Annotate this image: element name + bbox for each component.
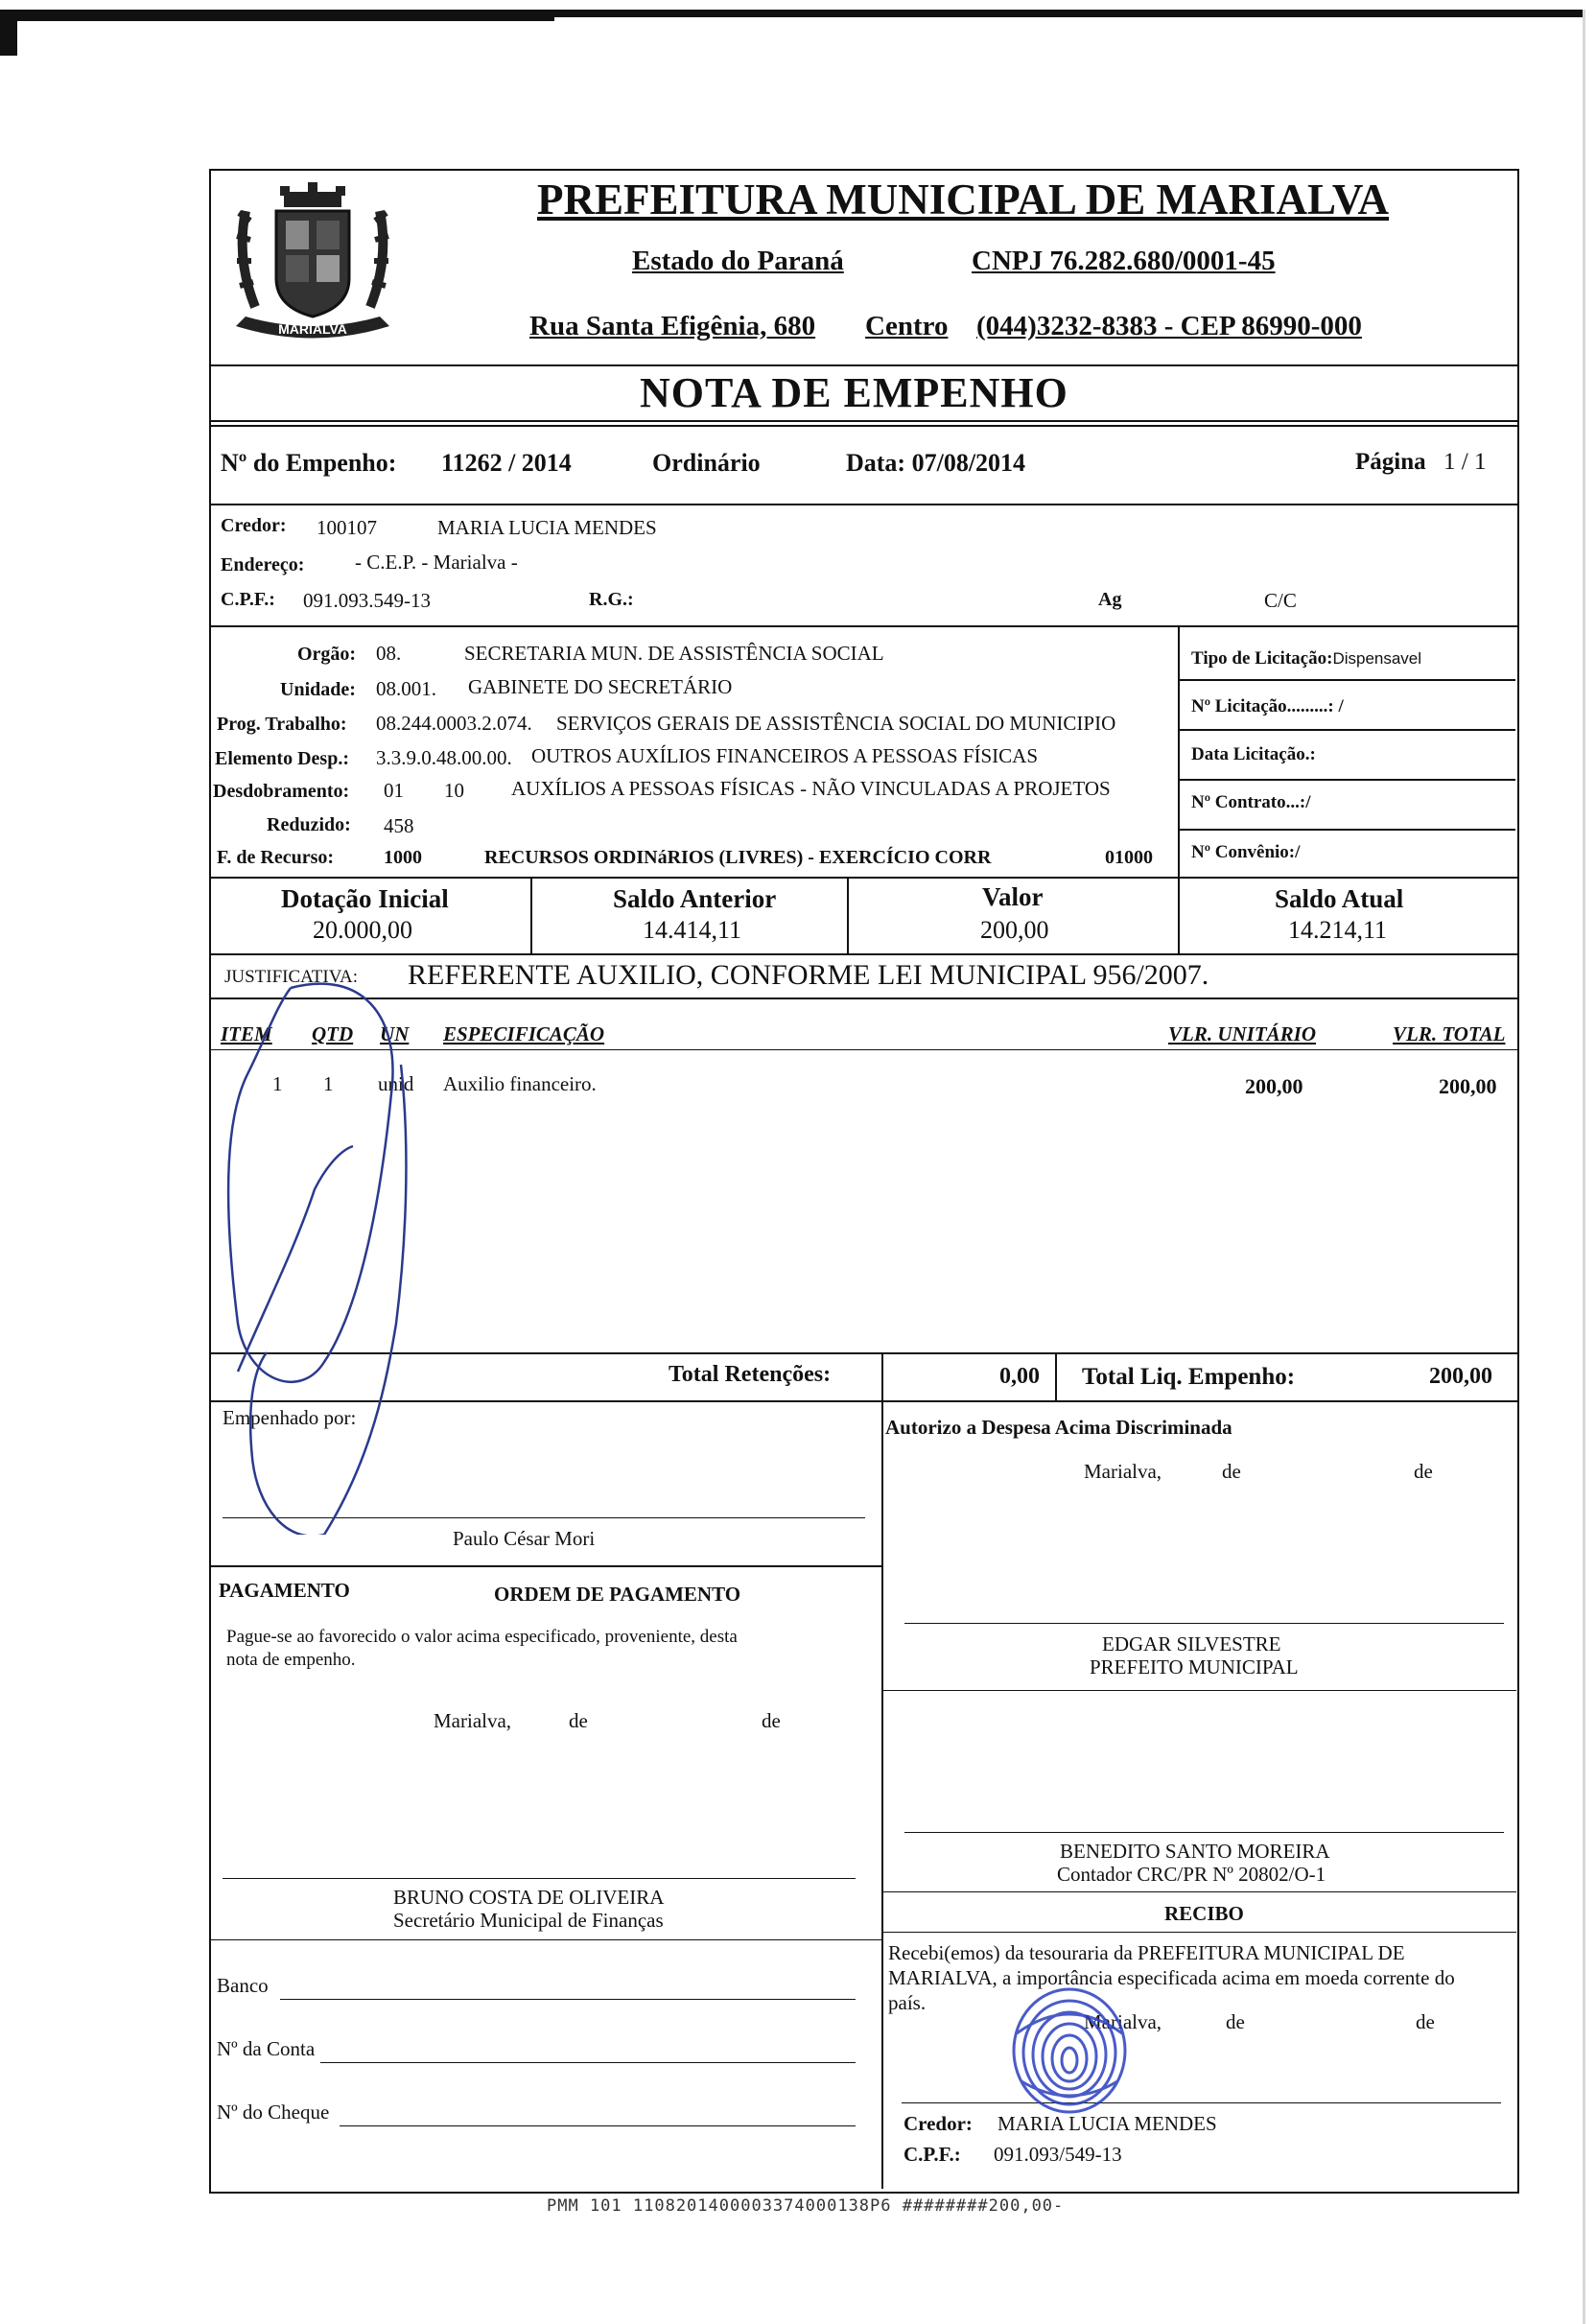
recibo-de-1: de — [1226, 2010, 1245, 2033]
ordem-pagamento-title: ORDEM DE PAGAMENTO — [494, 1583, 741, 1606]
cc-label: C/C — [1264, 589, 1297, 612]
cnpj-label: CNPJ 76.282.680/0001-45 — [972, 246, 1276, 276]
autorizo-text: Autorizo a Despesa Acima Discriminada — [885, 1416, 1232, 1439]
recurso-code-2: 01000 — [1105, 847, 1153, 868]
valor-label: Valor — [982, 882, 1044, 911]
item-unit: unid — [378, 1072, 414, 1095]
page-number: 1 / 1 — [1443, 449, 1487, 475]
ag-label: Ag — [1098, 589, 1122, 610]
recibo-credor-name: MARIA LUCIA MENDES — [998, 2112, 1217, 2135]
cpf-value: 091.093.549-13 — [303, 589, 431, 612]
prefeito-name: EDGAR SILVESTRE — [1102, 1632, 1281, 1655]
empenho-date: Data: 07/08/2014 — [846, 449, 1026, 477]
street-address: Rua Santa Efigênia, 680 — [529, 311, 816, 341]
numero-contrato: Nº Contrato...:/ — [1191, 792, 1311, 812]
empenho-type: Ordinário — [652, 449, 761, 477]
saldo-atual-value: 14.214,11 — [1288, 916, 1388, 944]
pagamento-label: PAGAMENTO — [219, 1579, 350, 1602]
items-header-qtd: QTD — [312, 1022, 354, 1045]
justificativa-text: REFERENTE AUXILIO, CONFORME LEI MUNICIPAL 956/2007. — [408, 959, 1209, 991]
unidade-code: 08.001. — [376, 677, 436, 700]
desdobramento-code-2: 10 — [444, 779, 464, 802]
secretario-title: Secretário Municipal de Finanças — [393, 1909, 664, 1932]
credor-code: 100107 — [317, 516, 377, 539]
state-label: Estado do Paraná — [632, 246, 844, 276]
endereco-label: Endereço: — [221, 554, 305, 575]
retencoes-label: Total Retenções: — [669, 1362, 832, 1387]
data-licitacao: Data Licitação.: — [1191, 744, 1316, 764]
autorizo-de-1: de — [1222, 1460, 1241, 1483]
rg-label: R.G.: — [589, 589, 634, 610]
recurso-desc: RECURSOS ORDINáRIOS (LIVRES) - EXERCÍCIO CORR — [484, 847, 992, 868]
contador-name: BENEDITO SANTO MOREIRA — [1060, 1840, 1330, 1863]
empenhado-name: Paulo César Mori — [453, 1527, 596, 1550]
reduzido-code: 458 — [384, 814, 414, 837]
numero-convenio: Nº Convênio:/ — [1191, 842, 1301, 862]
prefeitura-title: PREFEITURA MUNICIPAL DE MARIALVA — [537, 176, 1390, 223]
elemento-code: 3.3.9.0.48.00.00. — [376, 746, 512, 769]
pagamento-de-1: de — [569, 1709, 588, 1732]
pagamento-de-2: de — [762, 1709, 781, 1732]
recibo-credor-label: Credor: — [904, 2112, 973, 2135]
district-label: Centro — [865, 311, 949, 341]
tipo-licitacao: Tipo de Licitação:Dispensavel — [1191, 648, 1422, 669]
justificativa-label: JUSTIFICATIVA: — [224, 967, 359, 987]
valor-value: 200,00 — [980, 916, 1049, 944]
page-label: Página — [1355, 449, 1426, 475]
recurso-code: 1000 — [384, 847, 422, 868]
conta-label: Nº da Conta — [217, 2037, 316, 2060]
retencoes-value: 0,00 — [999, 1364, 1040, 1389]
desdobramento-desc: AUXÍLIOS A PESSOAS FÍSICAS - NÃO VINCULADAS A PROJETOS — [511, 777, 1111, 800]
scan-top-border — [0, 10, 1584, 17]
scan-top-border-inner — [17, 17, 554, 21]
credor-name: MARIA LUCIA MENDES — [437, 516, 657, 539]
svg-text:MARIALVA: MARIALVA — [278, 321, 347, 337]
unidade-label: Unidade: — [280, 679, 356, 700]
numero-licitacao: Nº Licitação.........: / — [1191, 696, 1344, 716]
phone-cep: (044)3232-8383 - CEP 86990-000 — [976, 311, 1362, 341]
scan-corner-mark — [0, 17, 17, 56]
dotacao-value: 20.000,00 — [313, 916, 412, 944]
saldo-atual-label: Saldo Atual — [1275, 884, 1404, 913]
empenhado-label: Empenhado por: — [223, 1406, 357, 1429]
banco-label: Banco — [217, 1974, 269, 1997]
prog-desc: SERVIÇOS GERAIS DE ASSISTÊNCIA SOCIAL DO MUNICIPIO — [556, 712, 1116, 735]
orgao-label: Orgão: — [297, 644, 357, 665]
desdobramento-code-1: 01 — [384, 779, 404, 802]
prog-code: 08.244.0003.2.074. — [376, 712, 532, 735]
credor-label: Credor: — [221, 515, 287, 536]
contador-title: Contador CRC/PR Nº 20802/O-1 — [1057, 1863, 1326, 1886]
items-header-un: UN — [380, 1022, 410, 1045]
recibo-local: Marialva, — [1084, 2010, 1162, 2033]
liquido-value: 200,00 — [1429, 1364, 1492, 1389]
liquido-label: Total Liq. Empenho: — [1082, 1364, 1296, 1390]
prefeito-title: PREFEITO MUNICIPAL — [1090, 1655, 1299, 1678]
empenho-number: 11262 / 2014 — [441, 449, 572, 477]
endereco-value: - C.E.P. - Marialva - — [355, 551, 518, 574]
items-header-item: ITEM — [221, 1022, 272, 1045]
empenho-number-label: Nº do Empenho: — [221, 449, 397, 477]
elemento-desc: OUTROS AUXÍLIOS FINANCEIROS A PESSOAS FÍSICAS — [531, 744, 1039, 767]
reduzido-label: Reduzido: — [267, 814, 351, 835]
recibo-title: RECIBO — [1164, 1902, 1244, 1925]
cpf-label: C.P.F.: — [221, 589, 275, 610]
handwritten-signature — [209, 959, 669, 1535]
recibo-text-1: Recebi(emos) da tesouraria da PREFEITURA MUNICIPAL DE — [888, 1941, 1405, 1964]
secretario-name: BRUNO COSTA DE OLIVEIRA — [393, 1886, 665, 1909]
prog-label: Prog. Trabalho: — [217, 714, 347, 735]
recibo-de-2: de — [1416, 2010, 1435, 2033]
autorizo-de-2: de — [1414, 1460, 1433, 1483]
saldo-anterior-label: Saldo Anterior — [613, 884, 777, 913]
micr-code: PMM 101 1108201400003374000138P6 ########200,00- — [547, 2196, 1065, 2216]
item-unit-value: 200,00 — [1245, 1074, 1303, 1098]
cheque-label: Nº do Cheque — [217, 2101, 330, 2124]
unidade-desc: GABINETE DO SECRETÁRIO — [468, 675, 733, 698]
fingerprint-stamp — [998, 1976, 1141, 2120]
recibo-text-3: país. — [888, 1991, 927, 2014]
elemento-label: Elemento Desp.: — [215, 748, 349, 769]
scan-right-edge — [1583, 10, 1585, 2324]
pagamento-text-2: nota de empenho. — [226, 1650, 356, 1670]
items-header-vlr-unit: VLR. UNITÁRIO — [1168, 1022, 1317, 1045]
item-qtd: 1 — [323, 1072, 334, 1095]
recibo-cpf-label: C.P.F.: — [904, 2143, 961, 2166]
recibo-text-2: MARIALVA, a importância especificada acima em moeda corrente do — [888, 1966, 1455, 1989]
desdobramento-label: Desdobramento: — [213, 781, 350, 802]
pagamento-text-1: Pague-se ao favorecido o valor acima especificado, proveniente, desta — [226, 1627, 738, 1647]
item-total-value: 200,00 — [1439, 1074, 1497, 1098]
dotacao-label: Dotação Inicial — [281, 884, 449, 913]
items-header-vlr-total: VLR. TOTAL — [1393, 1022, 1506, 1045]
autorizo-local: Marialva, — [1084, 1460, 1162, 1483]
item-description: Auxilio financeiro. — [443, 1072, 597, 1095]
orgao-code: 08. — [376, 642, 402, 665]
coat-of-arms-icon — [217, 173, 409, 355]
items-header-espec: ESPECIFICAÇÃO — [443, 1022, 605, 1045]
pagamento-local: Marialva, — [434, 1709, 512, 1732]
document-title: NOTA DE EMPENHO — [640, 369, 1068, 416]
orgao-desc: SECRETARIA MUN. DE ASSISTÊNCIA SOCIAL — [464, 642, 884, 665]
item-number: 1 — [272, 1072, 283, 1095]
recibo-cpf-value: 091.093/549-13 — [994, 2143, 1122, 2166]
saldo-anterior-value: 14.414,11 — [643, 916, 742, 944]
recurso-label: F. de Recurso: — [217, 847, 335, 868]
